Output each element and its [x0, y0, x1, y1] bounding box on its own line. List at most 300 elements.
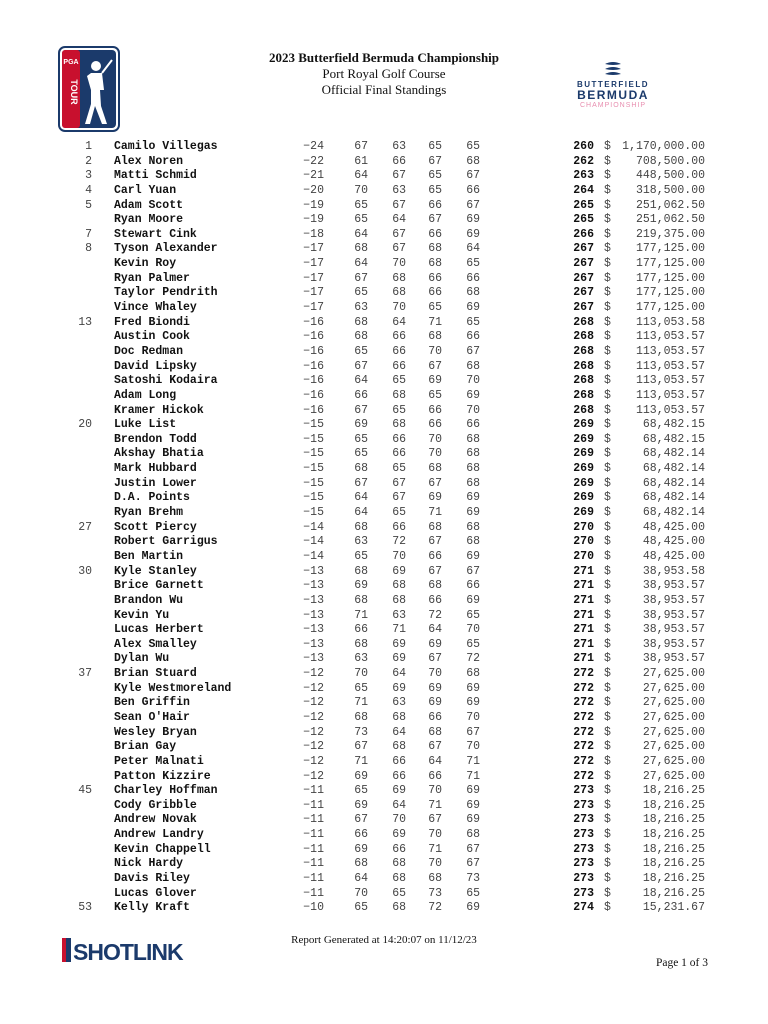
official-money-cell: 38,953.57 [642, 623, 705, 637]
player-name-cell: Wesley Bryan [114, 725, 197, 739]
official-money-cell: 38,953.58 [642, 564, 705, 578]
round-3-cell: 69 [428, 681, 442, 695]
currency-symbol: $ [604, 491, 611, 505]
to-par-cell: −16 [303, 388, 324, 402]
round-1-cell: 69 [354, 769, 368, 783]
table-row [0, 140, 768, 155]
round-4-cell: 66 [466, 418, 480, 432]
round-3-cell: 67 [428, 476, 442, 490]
currency-symbol: $ [604, 857, 611, 871]
round-2-cell: 67 [392, 169, 406, 183]
currency-symbol: $ [604, 828, 611, 842]
round-1-cell: 70 [354, 886, 368, 900]
player-name-cell: Akshay Bhatia [114, 447, 204, 461]
official-money-cell: 27,625.00 [642, 769, 705, 783]
player-name-cell: Ryan Palmer [114, 271, 190, 285]
table-row [0, 345, 768, 360]
total-score-cell: 266 [573, 227, 594, 241]
round-4-cell: 66 [466, 271, 480, 285]
currency-symbol: $ [604, 549, 611, 563]
currency-symbol: $ [604, 652, 611, 666]
total-score-cell: 271 [573, 652, 594, 666]
total-score-cell: 265 [573, 213, 594, 227]
course-name: Port Royal Golf Course [322, 66, 446, 81]
total-score-cell: 271 [573, 593, 594, 607]
round-4-cell: 65 [466, 886, 480, 900]
official-money-cell: 113,053.57 [635, 403, 705, 417]
round-2-cell: 65 [392, 886, 406, 900]
player-name-cell: Brendon Todd [114, 432, 197, 446]
currency-symbol: $ [604, 169, 611, 183]
round-4-cell: 67 [466, 169, 480, 183]
round-1-cell: 68 [354, 520, 368, 534]
player-name-cell: Lucas Glover [114, 886, 197, 900]
round-4-cell: 68 [466, 667, 480, 681]
total-score-cell: 271 [573, 608, 594, 622]
player-name-cell: David Lipsky [114, 359, 197, 373]
official-money-cell: 48,425.00 [642, 535, 705, 549]
round-3-cell: 70 [428, 857, 442, 871]
player-name-cell: Alex Noren [114, 154, 184, 168]
round-1-cell: 70 [354, 183, 368, 197]
round-4-cell: 69 [466, 593, 480, 607]
round-3-cell: 70 [428, 667, 442, 681]
round-2-cell: 68 [392, 271, 406, 285]
player-name-cell: Kramer Hickok [114, 403, 204, 417]
player-name-cell: Andrew Landry [114, 828, 204, 842]
total-score-cell: 269 [573, 476, 594, 490]
round-2-cell: 70 [392, 549, 406, 563]
round-4-cell: 68 [466, 286, 480, 300]
round-1-cell: 63 [354, 652, 368, 666]
player-name-cell: Sean O'Hair [114, 710, 190, 724]
position-cell: 30 [78, 564, 92, 578]
position-cell: 8 [85, 242, 92, 256]
total-score-cell: 272 [573, 754, 594, 768]
round-2-cell: 66 [392, 432, 406, 446]
total-score-cell: 268 [573, 374, 594, 388]
official-money-cell: 219,375.00 [635, 227, 705, 241]
round-4-cell: 65 [466, 637, 480, 651]
player-name-cell: Davis Riley [114, 872, 190, 886]
round-2-cell: 66 [392, 769, 406, 783]
round-2-cell: 68 [392, 740, 406, 754]
round-3-cell: 70 [428, 344, 442, 358]
round-2-cell: 65 [392, 506, 406, 520]
round-3-cell: 67 [428, 213, 442, 227]
official-money-cell: 68,482.15 [642, 432, 705, 446]
round-1-cell: 65 [354, 447, 368, 461]
round-3-cell: 67 [428, 535, 442, 549]
player-name-cell: Adam Long [114, 388, 177, 402]
round-1-cell: 63 [354, 535, 368, 549]
round-1-cell: 68 [354, 462, 368, 476]
round-4-cell: 67 [466, 857, 480, 871]
table-row [0, 696, 768, 711]
total-score-cell: 271 [573, 564, 594, 578]
round-2-cell: 71 [392, 623, 406, 637]
official-money-cell: 68,482.14 [642, 476, 705, 490]
round-3-cell: 66 [428, 593, 442, 607]
total-score-cell: 271 [573, 579, 594, 593]
round-3-cell: 70 [428, 447, 442, 461]
total-score-cell: 262 [573, 154, 594, 168]
round-3-cell: 66 [428, 769, 442, 783]
table-row [0, 447, 768, 462]
to-par-cell: −12 [303, 710, 324, 724]
round-3-cell: 68 [428, 579, 442, 593]
official-money-cell: 708,500.00 [635, 154, 705, 168]
table-row [0, 667, 768, 682]
position-cell: 2 [85, 154, 92, 168]
official-money-cell: 18,216.25 [642, 798, 705, 812]
round-2-cell: 66 [392, 154, 406, 168]
to-par-cell: −17 [303, 257, 324, 271]
table-row [0, 462, 768, 477]
round-3-cell: 67 [428, 359, 442, 373]
position-cell: 5 [85, 198, 92, 212]
total-score-cell: 274 [573, 901, 594, 915]
table-row [0, 740, 768, 755]
table-row [0, 418, 768, 433]
player-name-cell: Patton Kizzire [114, 769, 211, 783]
table-row [0, 433, 768, 448]
currency-symbol: $ [604, 213, 611, 227]
currency-symbol: $ [604, 257, 611, 271]
round-3-cell: 66 [428, 549, 442, 563]
currency-symbol: $ [604, 813, 611, 827]
to-par-cell: −14 [303, 535, 324, 549]
player-name-cell: Ben Martin [114, 549, 184, 563]
round-4-cell: 69 [466, 388, 480, 402]
round-4-cell: 69 [466, 506, 480, 520]
table-row [0, 828, 768, 843]
table-row [0, 286, 768, 301]
currency-symbol: $ [604, 432, 611, 446]
table-row [0, 506, 768, 521]
to-par-cell: −13 [303, 637, 324, 651]
sponsor-line-butterfield: BUTTERFIELD [576, 80, 650, 89]
to-par-cell: −13 [303, 579, 324, 593]
table-row [0, 887, 768, 902]
round-3-cell: 68 [428, 257, 442, 271]
round-3-cell: 73 [428, 886, 442, 900]
currency-symbol: $ [604, 579, 611, 593]
official-money-cell: 68,482.14 [642, 462, 705, 476]
round-1-cell: 68 [354, 242, 368, 256]
official-money-cell: 38,953.57 [642, 593, 705, 607]
to-par-cell: −14 [303, 549, 324, 563]
round-2-cell: 70 [392, 813, 406, 827]
official-money-cell: 113,053.57 [635, 374, 705, 388]
to-par-cell: −17 [303, 286, 324, 300]
player-name-cell: Lucas Herbert [114, 623, 204, 637]
official-money-cell: 113,053.57 [635, 388, 705, 402]
player-name-cell: Brian Stuard [114, 667, 197, 681]
round-2-cell: 67 [392, 227, 406, 241]
round-4-cell: 65 [466, 315, 480, 329]
round-4-cell: 69 [466, 491, 480, 505]
round-4-cell: 65 [466, 608, 480, 622]
player-name-cell: Kyle Stanley [114, 564, 197, 578]
currency-symbol: $ [604, 154, 611, 168]
to-par-cell: −16 [303, 374, 324, 388]
round-1-cell: 69 [354, 418, 368, 432]
table-row [0, 521, 768, 536]
official-money-cell: 38,953.57 [642, 652, 705, 666]
player-name-cell: Mark Hubbard [114, 462, 197, 476]
total-score-cell: 273 [573, 857, 594, 871]
table-row [0, 682, 768, 697]
table-row [0, 389, 768, 404]
to-par-cell: −16 [303, 359, 324, 373]
round-4-cell: 66 [466, 330, 480, 344]
total-score-cell: 271 [573, 637, 594, 651]
round-4-cell: 69 [466, 798, 480, 812]
player-name-cell: Vince Whaley [114, 301, 197, 315]
round-2-cell: 68 [392, 901, 406, 915]
total-score-cell: 272 [573, 740, 594, 754]
round-1-cell: 68 [354, 710, 368, 724]
round-2-cell: 68 [392, 418, 406, 432]
round-4-cell: 67 [466, 564, 480, 578]
table-row [0, 491, 768, 506]
total-score-cell: 267 [573, 271, 594, 285]
official-money-cell: 113,053.57 [635, 330, 705, 344]
table-row [0, 755, 768, 770]
player-name-cell: Matti Schmid [114, 169, 197, 183]
player-name-cell: Kelly Kraft [114, 901, 190, 915]
round-3-cell: 72 [428, 901, 442, 915]
round-2-cell: 66 [392, 344, 406, 358]
to-par-cell: −15 [303, 491, 324, 505]
currency-symbol: $ [604, 315, 611, 329]
currency-symbol: $ [604, 198, 611, 212]
round-1-cell: 67 [354, 359, 368, 373]
round-2-cell: 67 [392, 491, 406, 505]
round-4-cell: 66 [466, 579, 480, 593]
official-money-cell: 113,053.58 [635, 315, 705, 329]
player-name-cell: Kevin Yu [114, 608, 170, 622]
to-par-cell: −21 [303, 169, 324, 183]
round-1-cell: 71 [354, 608, 368, 622]
player-name-cell: Carl Yuan [114, 183, 177, 197]
official-money-cell: 38,953.57 [642, 579, 705, 593]
round-2-cell: 72 [392, 535, 406, 549]
total-score-cell: 273 [573, 813, 594, 827]
table-row [0, 301, 768, 316]
round-2-cell: 68 [392, 710, 406, 724]
total-score-cell: 270 [573, 520, 594, 534]
currency-symbol: $ [604, 476, 611, 490]
player-name-cell: Nick Hardy [114, 857, 184, 871]
to-par-cell: −12 [303, 696, 324, 710]
round-1-cell: 68 [354, 330, 368, 344]
round-4-cell: 70 [466, 623, 480, 637]
round-2-cell: 66 [392, 359, 406, 373]
official-money-cell: 18,216.25 [642, 828, 705, 842]
to-par-cell: −11 [303, 813, 324, 827]
round-1-cell: 63 [354, 301, 368, 315]
round-1-cell: 65 [354, 784, 368, 798]
player-name-cell: Ryan Brehm [114, 506, 184, 520]
round-3-cell: 71 [428, 798, 442, 812]
table-row [0, 155, 768, 170]
round-3-cell: 65 [428, 183, 442, 197]
table-row [0, 901, 768, 916]
currency-symbol: $ [604, 520, 611, 534]
to-par-cell: −15 [303, 432, 324, 446]
to-par-cell: −11 [303, 886, 324, 900]
round-2-cell: 67 [392, 198, 406, 212]
round-2-cell: 66 [392, 330, 406, 344]
round-2-cell: 65 [392, 462, 406, 476]
to-par-cell: −20 [303, 183, 324, 197]
player-name-cell: Tyson Alexander [114, 242, 218, 256]
round-4-cell: 69 [466, 227, 480, 241]
currency-symbol: $ [604, 608, 611, 622]
table-row [0, 784, 768, 799]
round-4-cell: 69 [466, 901, 480, 915]
round-3-cell: 64 [428, 754, 442, 768]
round-1-cell: 65 [354, 198, 368, 212]
round-1-cell: 64 [354, 374, 368, 388]
round-1-cell: 67 [354, 403, 368, 417]
total-score-cell: 265 [573, 198, 594, 212]
currency-symbol: $ [604, 286, 611, 300]
player-name-cell: Camilo Villegas [114, 140, 218, 153]
player-name-cell: Robert Garrigus [114, 535, 218, 549]
standings-subtitle: Official Final Standings [321, 82, 447, 97]
to-par-cell: −16 [303, 315, 324, 329]
to-par-cell: −15 [303, 418, 324, 432]
round-3-cell: 68 [428, 462, 442, 476]
round-1-cell: 71 [354, 696, 368, 710]
position-cell: 4 [85, 183, 92, 197]
player-name-cell: Adam Scott [114, 198, 184, 212]
player-name-cell: Taylor Pendrith [114, 286, 218, 300]
official-money-cell: 48,425.00 [642, 520, 705, 534]
currency-symbol: $ [604, 506, 611, 520]
round-4-cell: 70 [466, 403, 480, 417]
official-money-cell: 27,625.00 [642, 740, 705, 754]
to-par-cell: −11 [303, 798, 324, 812]
table-row [0, 623, 768, 638]
total-score-cell: 267 [573, 301, 594, 315]
table-row [0, 404, 768, 419]
official-money-cell: 68,482.14 [642, 491, 705, 505]
table-row [0, 316, 768, 331]
table-row [0, 550, 768, 565]
currency-symbol: $ [604, 637, 611, 651]
player-name-cell: Scott Piercy [114, 520, 197, 534]
to-par-cell: −13 [303, 623, 324, 637]
to-par-cell: −12 [303, 681, 324, 695]
official-money-cell: 38,953.57 [642, 637, 705, 651]
round-2-cell: 63 [392, 140, 406, 153]
round-4-cell: 69 [466, 784, 480, 798]
official-money-cell: 18,216.25 [642, 886, 705, 900]
round-4-cell: 69 [466, 549, 480, 563]
round-2-cell: 64 [392, 725, 406, 739]
currency-symbol: $ [604, 301, 611, 315]
total-score-cell: 272 [573, 769, 594, 783]
sponsor-line-bermuda: BERMUDA [577, 88, 649, 102]
currency-symbol: $ [604, 330, 611, 344]
round-4-cell: 71 [466, 769, 480, 783]
shotlink-logo-text: SHOTLINK [73, 939, 183, 965]
currency-symbol: $ [604, 872, 611, 886]
to-par-cell: −15 [303, 447, 324, 461]
total-score-cell: 273 [573, 886, 594, 900]
player-name-cell: Brandon Wu [114, 593, 184, 607]
round-2-cell: 68 [392, 872, 406, 886]
round-3-cell: 70 [428, 784, 442, 798]
round-2-cell: 68 [392, 388, 406, 402]
total-score-cell: 269 [573, 447, 594, 461]
to-par-cell: −13 [303, 608, 324, 622]
round-2-cell: 64 [392, 213, 406, 227]
round-4-cell: 70 [466, 374, 480, 388]
official-money-cell: 177,125.00 [635, 286, 705, 300]
total-score-cell: 263 [573, 169, 594, 183]
total-score-cell: 272 [573, 725, 594, 739]
official-money-cell: 1,170,000.00 [622, 140, 705, 153]
currency-symbol: $ [604, 842, 611, 856]
table-row [0, 565, 768, 580]
round-3-cell: 67 [428, 740, 442, 754]
total-score-cell: 264 [573, 183, 594, 197]
sponsor-line-championship: CHAMPIONSHIP [579, 102, 647, 109]
round-1-cell: 68 [354, 637, 368, 651]
round-3-cell: 66 [428, 286, 442, 300]
currency-symbol: $ [604, 418, 611, 432]
table-row [0, 579, 768, 594]
total-score-cell: 269 [573, 462, 594, 476]
player-name-cell: Dylan Wu [114, 652, 170, 666]
round-3-cell: 66 [428, 710, 442, 724]
table-row [0, 360, 768, 375]
to-par-cell: −12 [303, 667, 324, 681]
total-score-cell: 272 [573, 710, 594, 724]
to-par-cell: −15 [303, 462, 324, 476]
round-4-cell: 67 [466, 198, 480, 212]
currency-symbol: $ [604, 593, 611, 607]
to-par-cell: −15 [303, 506, 324, 520]
round-2-cell: 70 [392, 257, 406, 271]
position-cell: 1 [85, 140, 92, 153]
to-par-cell: −14 [303, 520, 324, 534]
round-4-cell: 68 [466, 359, 480, 373]
player-name-cell: Doc Redman [114, 344, 184, 358]
round-1-cell: 66 [354, 623, 368, 637]
round-2-cell: 67 [392, 242, 406, 256]
round-2-cell: 69 [392, 681, 406, 695]
position-cell: 20 [78, 418, 92, 432]
round-2-cell: 63 [392, 608, 406, 622]
official-money-cell: 177,125.00 [635, 271, 705, 285]
round-4-cell: 72 [466, 652, 480, 666]
round-4-cell: 69 [466, 681, 480, 695]
total-score-cell: 273 [573, 828, 594, 842]
table-row [0, 652, 768, 667]
official-money-cell: 18,216.25 [642, 784, 705, 798]
position-cell: 45 [78, 784, 92, 798]
to-par-cell: −10 [303, 901, 324, 915]
total-score-cell: 273 [573, 842, 594, 856]
round-4-cell: 69 [466, 813, 480, 827]
table-row [0, 477, 768, 492]
